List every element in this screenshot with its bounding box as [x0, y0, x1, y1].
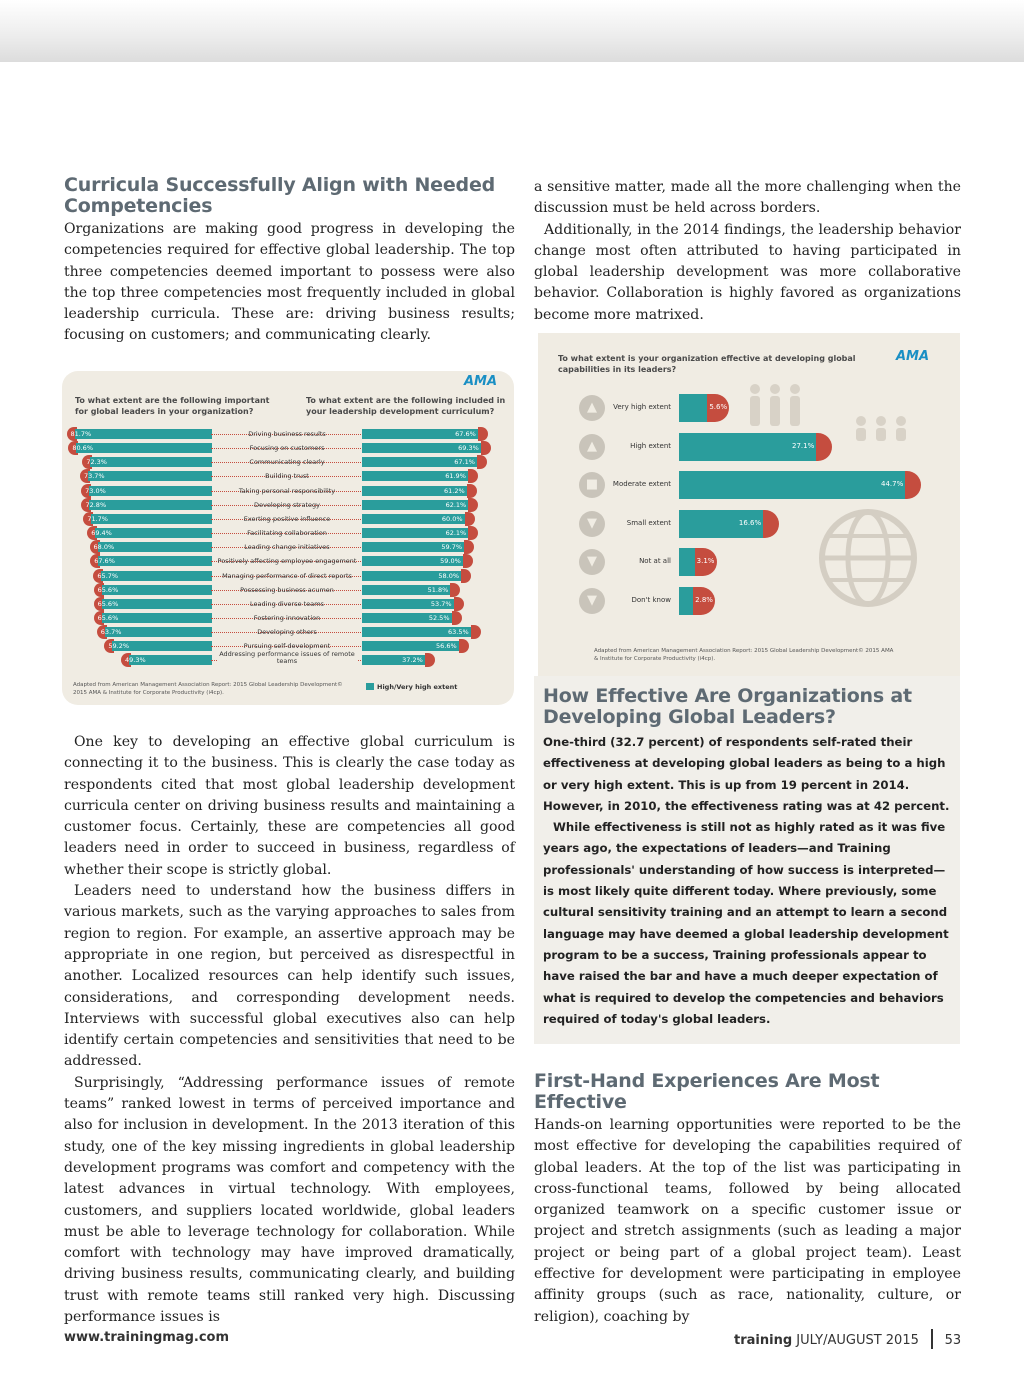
value-label: 73.0% [85, 486, 106, 495]
bar-important [91, 514, 212, 524]
paragraph: Organizations are making good progress in developing the competencies required for effective global leadership. The top three competencies deemed important to possess were also the top three competencies most frequently included in global leadership curricula. These are: driving business results; focusing on customers; and communicating clearly. [64, 221, 515, 344]
value-label: 69.3% [458, 444, 479, 453]
chart-row [62, 554, 514, 568]
sidebar-box [534, 676, 960, 1044]
category-label: Moderate extent [612, 480, 671, 488]
chart-row [62, 526, 514, 540]
bar-cap [468, 469, 478, 483]
chart-row [62, 540, 514, 554]
bar-important [98, 556, 212, 566]
category-label: Addressing performance issues of remote teams [217, 651, 357, 665]
category-label: Developing strategy [254, 500, 320, 509]
bar-cap [425, 653, 435, 667]
value-label: 37.2% [402, 656, 423, 665]
value-label: 51.8% [427, 585, 449, 594]
bar-important [75, 429, 212, 439]
chart-row [62, 583, 514, 597]
category-label: Fostering innovation [253, 613, 321, 622]
chart-row [62, 455, 514, 469]
value-label: 65.7% [97, 571, 119, 580]
value-label: 60.0% [441, 514, 463, 523]
value-label: 44.7% [881, 480, 904, 488]
paragraph: One key to developing an effective global curriculum is connecting it to the business. This is clearly the case today as respondents cited that most global leadership development curricula center on driving business results and maintaining a customer focus. Certainly, these are competencies all good leaders need in order to succeed in business, regardless of whether their scope is strictly global. [64, 734, 515, 878]
category-label: Focusing on customers [249, 444, 325, 453]
category-label: Communicating clearly [249, 458, 325, 467]
chart-row [62, 484, 514, 498]
value-label: 2.8% [695, 595, 713, 604]
chart-question: To what extent is your organization effective at developing global capabilities in its leaders? [558, 354, 856, 374]
bar-cap [450, 583, 460, 597]
bar [679, 548, 695, 576]
level-icon: ▼ [579, 549, 605, 575]
chart-row [538, 587, 960, 615]
value-label: 81.7% [70, 430, 92, 438]
level-icon: ▼ [579, 588, 605, 614]
sidebar-content [543, 686, 951, 1030]
bar-cap [459, 639, 469, 653]
left-column-top [64, 175, 515, 347]
chart-row [62, 427, 514, 441]
issue-date: JULY/AUGUST 2015 [796, 1333, 919, 1348]
value-label: 53.7% [430, 599, 452, 608]
paragraph: a sensitive matter, made all the more challenging when the discussion must be held across borders. [534, 179, 961, 217]
paragraph: Leaders need to understand how the business differs in various markets, such as the varying approaches to sales from region to region. For example, an assertive approach may be appropriate in one region, but perceived as disrespectful in another. Localized resources can help identify such issues, considerations, and corresponding development needs. Interviews with successful global executives also can help identify certain competencies and sensitivities that need to be addressed. [64, 883, 515, 1070]
bar-cap [465, 512, 475, 526]
chart-left-question: To what extent are the following important for global leaders in your organization? [75, 396, 270, 416]
value-label: 16.6% [738, 518, 762, 527]
bar-important [89, 500, 212, 510]
bar-cap [816, 433, 832, 461]
bar-important [89, 486, 212, 496]
footer-issue [734, 1329, 961, 1349]
chart-row [62, 469, 514, 483]
bar-cap [905, 471, 921, 499]
chart-row [538, 394, 960, 422]
category-label: Driving business results [248, 430, 326, 438]
value-label: 65.6% [97, 585, 119, 594]
value-label: 27.1% [792, 441, 815, 450]
chart-row [62, 441, 514, 455]
bar-cap [463, 554, 473, 568]
sidebar-paragraph: While effectiveness is still not as highly rated as it was five years ago, the expectations of leaders—and Training professionals' understanding of how success is interpreted—is most likely quite different today. Where previously, some cultural sensitivity training and an attempt to learn a second language may have deemed a global leadership development program to be a success, Training professionals appear to have raised the bar and have a much deeper expectation of what is required to develop the competencies and behaviors required of today's global leaders. [543, 820, 949, 1026]
bar [679, 587, 693, 615]
value-label: 61.9% [445, 472, 466, 481]
bar-cap [454, 597, 464, 611]
left-column-bottom [64, 732, 515, 1328]
value-label: 73.7% [83, 472, 105, 481]
value-label: 67.1% [454, 458, 475, 467]
category-label: Taking personal responsibility [238, 486, 336, 495]
value-label: 52.5% [428, 613, 450, 622]
chart-row [62, 625, 514, 639]
bar-cap [452, 611, 462, 625]
level-icon: ▼ [579, 511, 605, 537]
category-label: Don't know [631, 595, 671, 604]
bar-important [90, 457, 212, 467]
value-label: 59.0% [440, 557, 461, 566]
magazine-name: training [734, 1333, 793, 1348]
value-label: 65.6% [97, 613, 119, 622]
value-label: 71.7% [87, 514, 108, 523]
value-label: 69.4% [91, 529, 112, 538]
chart-row [62, 569, 514, 583]
category-label: Possessing business acumen [240, 585, 334, 594]
category-label: Very high extent [613, 403, 671, 411]
value-label: 68.0% [93, 543, 115, 552]
value-label: 80.6% [72, 444, 93, 453]
chart-legend [366, 683, 457, 691]
value-label: 63.7% [100, 628, 122, 637]
bar-important [76, 443, 212, 453]
paragraph: Surprisingly, “Addressing performance issues of remote teams” ranked lowest in terms of perceived importance and also for inclusion in development. In the 2013 iteration of this study, one of the key missing ingredients in global leadership development programs was comfort and competency with the latest advances in virtual technology. With employees, customers, and suppliers located worldwide, global leaders must be able to leverage technology for collaboration. While comfort with technology may have improved dramatically, driving business results, communicating clearly, and building trust with remote teams still ranked very high. Discussing performance issues is [64, 1074, 515, 1326]
category-label: Positively affecting employee engagement [217, 557, 357, 566]
bar-cap [471, 625, 481, 639]
page-top-shadow [0, 0, 1024, 62]
chart-row [62, 611, 514, 625]
chart-row [538, 433, 960, 461]
divider [931, 1329, 933, 1349]
value-label: 59.7% [441, 543, 463, 552]
legend-swatch [366, 683, 374, 690]
chart-row [62, 512, 514, 526]
category-label: Building trust [265, 472, 309, 481]
chart-row [62, 498, 514, 512]
chart-row [62, 597, 514, 611]
value-label: 58.0% [438, 571, 460, 580]
value-label: 65.6% [97, 599, 119, 608]
bar-cap [461, 569, 471, 583]
bar-cap [467, 484, 477, 498]
category-label: Facilitating collaboration [247, 529, 327, 538]
chart-source: Adapted from American Management Association Report: 2015 Global Leadership Development© 2015 AMA & Institute for Corporate Productivity (i4cp). [73, 682, 343, 696]
value-label: 67.6% [455, 430, 476, 438]
right-column-top [534, 177, 961, 326]
value-label: 5.6% [709, 403, 728, 411]
category-label: Pursuing self-development [243, 642, 331, 651]
level-icon: ■ [579, 472, 605, 498]
value-label: 62.1% [445, 529, 467, 538]
bar [679, 471, 905, 499]
legend-label: High/Very high extent [377, 683, 458, 691]
category-label: Managing performance of direct reports [222, 571, 352, 580]
chart-right-question: To what extent are the following included in your leadership development curriculum? [306, 396, 506, 416]
category-label: Exerting positive influence [243, 514, 331, 523]
chart-source: Adapted from American Management Association Report: 2015 Global Leadership Development© 2015 AMA & Institute for Corporate Productivity (i4cp). [594, 648, 894, 662]
bar-important [95, 528, 212, 538]
sidebar-heading: How Effective Are Organizations at Developing Global Leaders? [543, 685, 912, 728]
heading-first-hand: First-Hand Experiences Are Most Effective [534, 1070, 880, 1113]
category-label: Leading change initiatives [244, 543, 330, 552]
competencies-chart [62, 371, 514, 705]
bar-cap [477, 455, 487, 469]
chart-row [538, 510, 960, 538]
value-label: 56.6% [435, 642, 457, 651]
bar-cap [468, 498, 478, 512]
value-label: 59.2% [108, 642, 130, 651]
category-label: Not at all [639, 557, 671, 565]
chart-row [62, 650, 514, 667]
category-label: Leading diverse teams [250, 599, 324, 608]
bar-cap [481, 441, 491, 455]
value-label: 63.5% [448, 628, 469, 637]
ama-logo: AMA [464, 374, 498, 389]
value-label: 61.2% [444, 486, 465, 495]
footer-url[interactable]: www.trainingmag.com [64, 1330, 230, 1345]
chart-row [538, 471, 960, 499]
effectiveness-chart [538, 333, 960, 676]
paragraph: Hands-on learning opportunities were reported to be the most effective for developing the capabilities required of global leaders. At the top of the list was participating in cross-functional teams, followed by being allocated organized teamwork on a specific customer issue or project and stretch assignments (such as leading a major project or being part of a global project team). Least effective for development were participating in employee affinity groups (such as race, nationality, culture, or religion), coaching by [534, 1117, 961, 1325]
value-label: 62.1% [445, 500, 467, 509]
value-label: 3.1% [696, 557, 715, 565]
category-label: Small extent [626, 518, 671, 527]
sidebar-paragraph: One-third (32.7 percent) of respondents self-rated their effectiveness at developing global leaders as being to a high or very high extent. This is up from 19 percent in 2014. However, in 2010, the effectiveness rating was at 42 percent. [543, 735, 950, 813]
right-column-bottom [534, 1071, 961, 1328]
ama-logo: AMA [896, 349, 930, 364]
value-label: 72.3% [86, 458, 107, 467]
bar-important [98, 542, 212, 552]
value-label: 72.8% [85, 500, 107, 509]
heading-curricula: Curricula Successfully Align with Needed Competencies [64, 174, 496, 217]
value-label: 67.6% [94, 557, 115, 566]
bar-cap [763, 510, 779, 538]
level-icon: ▲ [579, 434, 605, 460]
category-label: Developing others [257, 628, 317, 637]
bar-important [88, 471, 212, 481]
category-label: High extent [630, 441, 671, 450]
page-number: 53 [944, 1333, 962, 1348]
value-label: 49.3% [125, 656, 146, 665]
chart-row [538, 548, 960, 576]
level-icon: ▲ [579, 395, 605, 421]
bar [679, 394, 707, 422]
bar-cap [464, 540, 474, 554]
bar-cap [478, 427, 488, 441]
paragraph: Additionally, in the 2014 findings, the leadership behavior change most often attributed to having participated in global leadership development was more collaborative behavior. Collaboration is highly favored as organizations become more matrixed. [534, 221, 961, 323]
bar-cap [468, 526, 478, 540]
